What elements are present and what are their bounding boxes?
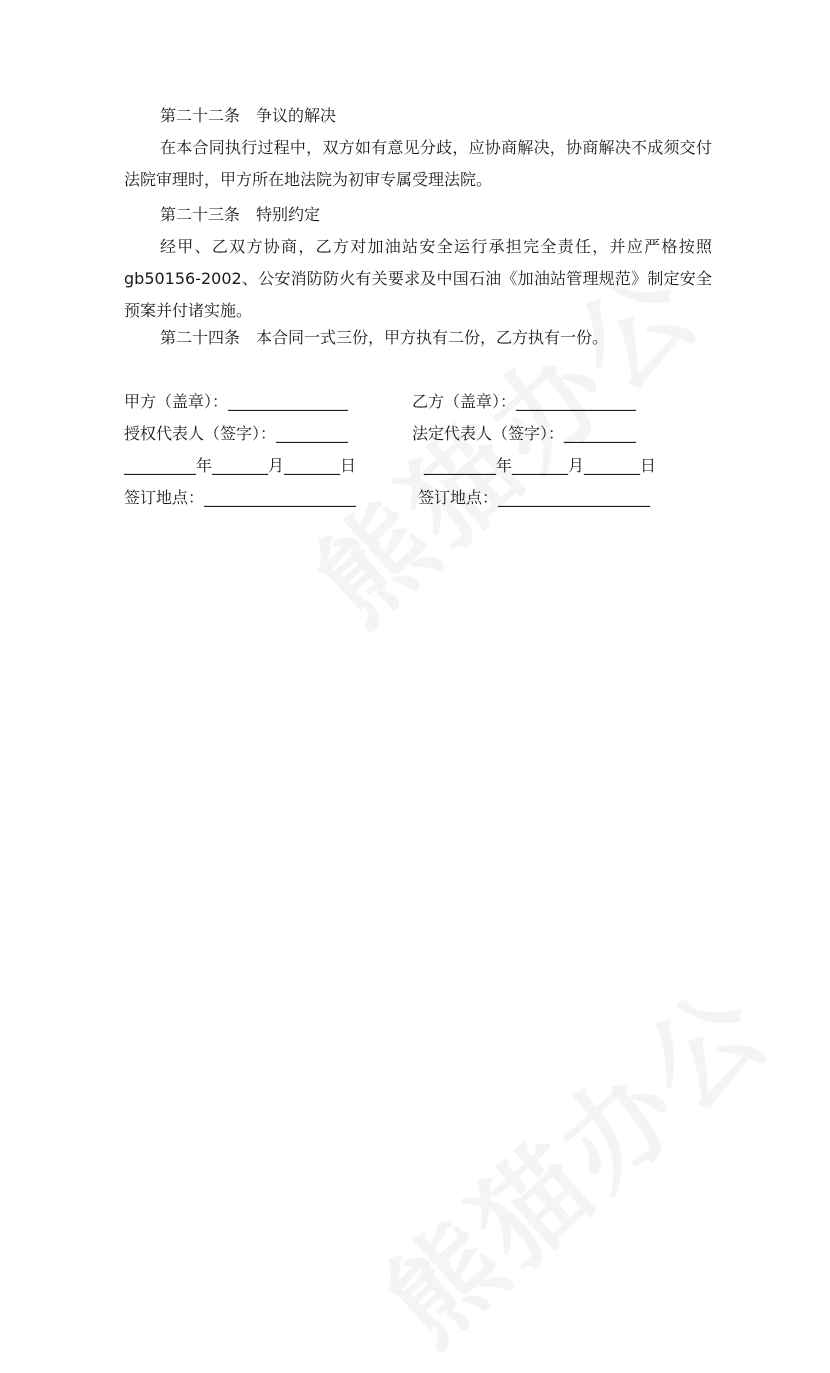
party-a-date-line: _________年_______月_______日 [124, 456, 357, 475]
party-b-place-line: 签订地点：___________________ [418, 488, 651, 507]
article-22-heading: 第二十二条 争议的解决 [160, 106, 337, 125]
article-23-heading: 第二十三条 特别约定 [160, 205, 321, 224]
party-b-date-line: _________年_______月_______日 [424, 456, 657, 475]
party-b-seal-line: 乙方（盖章）：_______________ [412, 392, 637, 411]
watermark [347, 945, 798, 1373]
party-b-representative-line: 法定代表人（签字）：_________ [412, 424, 637, 443]
article-24-text: 第二十四条 本合同一式三份，甲方执有二份，乙方执有一份。 [160, 328, 609, 347]
party-a-representative-line: 授权代表人（签字）：_________ [124, 424, 349, 443]
party-a-seal-line: 甲方（盖章）：_______________ [124, 392, 349, 411]
party-a-place-line: 签订地点：___________________ [124, 488, 357, 507]
article-22-text: 在本合同执行过程中，双方如有意见分歧，应协商解决，协商解决不成须交付法院审理时，甲方所在地法院为初审专属受理法院。 [124, 138, 712, 189]
article-23-text: 经甲、乙双方协商，乙方对加油站安全运行承担完全责任，并应严格按照gb50156-2002、公安消防防火有关要求及中国石油《加油站管理规范》制定安全预案并付诸实施。 [124, 237, 712, 320]
